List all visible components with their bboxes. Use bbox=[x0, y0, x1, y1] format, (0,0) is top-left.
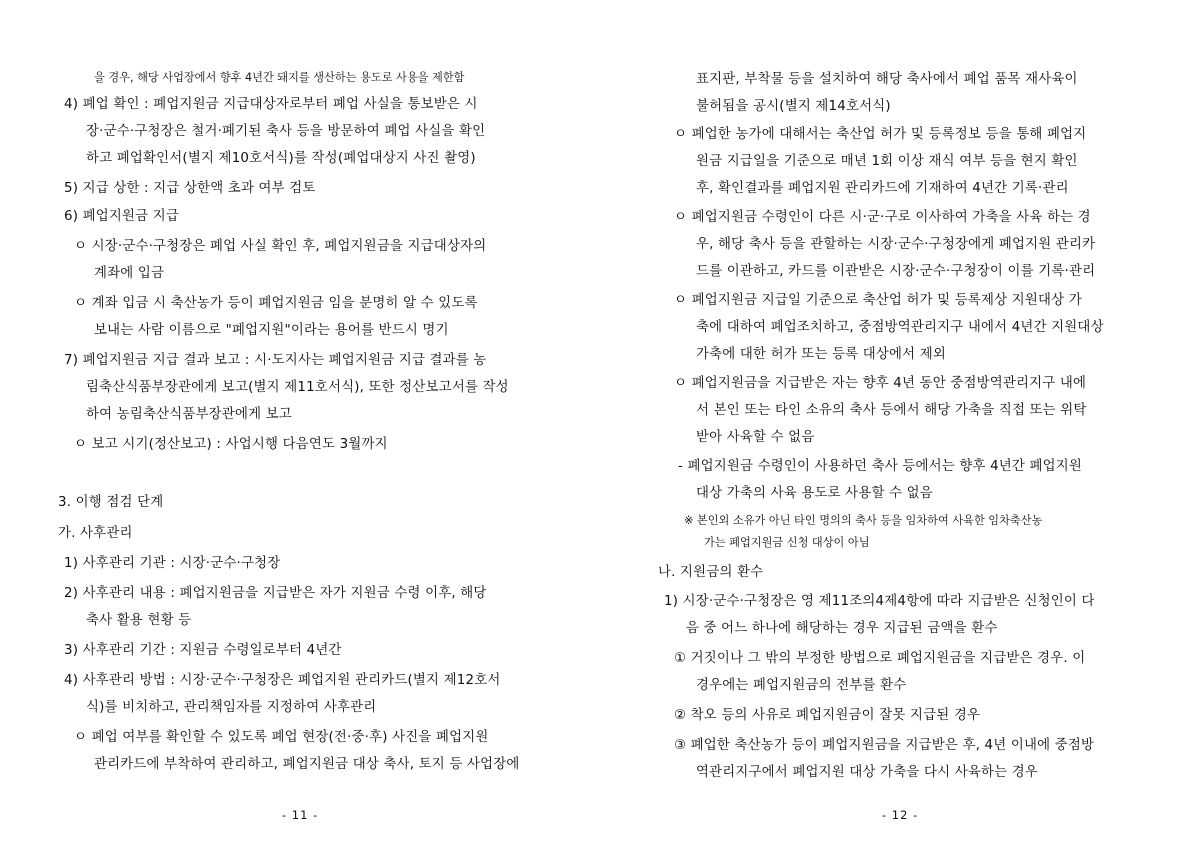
bullet-line: ㅇ 폐업지원금 수령인이 다른 시·군·구로 이사하여 가축을 사육 하는 경 bbox=[674, 210, 1091, 225]
text-line: 축에 대하여 폐업조치하고, 중점방역관리지구 내에서 4년간 지원대상 bbox=[696, 320, 1104, 335]
text-line: 받아 사육할 수 없음 bbox=[696, 430, 815, 445]
note-line: ※ 본인외 소유가 아닌 타인 명의의 축사 등을 임차하여 사육한 임차축산농 bbox=[684, 514, 1043, 527]
bullet-line: ㅇ 보고 시기(정산보고) : 사업시행 다음연도 3월까지 bbox=[74, 437, 388, 452]
text-line: 하고 폐업확인서(별지 제10호서식)를 작성(폐업대상지 사진 촬영) bbox=[86, 151, 476, 166]
item-4-heading: 4) 사후관리 방법 : 시장·군수·구청장은 폐업지원 관리카드(별지 제12호서 bbox=[64, 673, 501, 688]
text-line: 후, 확인결과를 폐업지원 관리카드에 기재하여 4년간 기록·관리 bbox=[696, 181, 1069, 196]
text-line: 대상 가축의 사육 용도로 사용할 수 없음 bbox=[696, 486, 933, 501]
text-line: 서 본인 또는 타인 소유의 축사 등에서 해당 가축을 직접 또는 위탁 bbox=[696, 403, 1087, 418]
subsection-ga-heading: 가. 사후관리 bbox=[58, 526, 133, 541]
text-line: 역관리지구에서 폐업지원 대상 가축을 다시 사육하는 경우 bbox=[696, 765, 1038, 780]
bullet-line: ㅇ 폐업 여부를 확인할 수 있도록 폐업 현장(전·중·후) 사진을 폐업지원 bbox=[74, 730, 489, 745]
text-line: 우, 해당 축사 등을 관할하는 시장·군수·구청장에게 폐업지원 관리카 bbox=[696, 237, 1096, 252]
circled-item-3: ③ 폐업한 축산농가 등이 폐업지원금을 지급받은 후, 4년 이내에 중점방 bbox=[674, 738, 1095, 753]
item-3-heading: 3) 사후관리 기간 : 지원금 수령일로부터 4년간 bbox=[64, 643, 342, 658]
subsection-na-heading: 나. 지원금의 환수 bbox=[658, 565, 764, 580]
text-line: 축사 활용 현황 등 bbox=[86, 613, 192, 628]
text-line: 표지판, 부착물 등을 설치하여 해당 축사에서 폐업 품목 재사육이 bbox=[696, 72, 1078, 87]
text-line: 계좌에 입금 bbox=[94, 266, 165, 281]
text-line: 하여 농림축산식품부장관에게 보고 bbox=[86, 407, 292, 422]
section-3-heading: 3. 이행 점검 단계 bbox=[58, 495, 164, 510]
text-line: 림축산식품부장관에게 보고(별지 제11호서식), 또한 정산보고서를 작성 bbox=[86, 380, 509, 395]
bullet-line: ㅇ 시장·군수·구청장은 폐업 사실 확인 후, 폐업지원금을 지급대상자의 bbox=[74, 239, 487, 254]
dash-line: - 폐업지원금 수령인이 사용하던 축사 등에서는 향후 4년간 폐업지원 bbox=[678, 459, 1083, 474]
note-line: 가는 폐업지원금 신청 대상이 아님 bbox=[704, 536, 870, 549]
text-line: 장·군수·구청장은 철거·폐기된 축사 등을 방문하여 폐업 사실을 확인 bbox=[86, 124, 486, 139]
item-1-heading: 1) 시장·군수·구청장은 영 제11조의4제4항에 따라 지급받은 신청인이 다 bbox=[664, 594, 1095, 609]
circled-item-2: ② 착오 등의 사유로 폐업지원금이 잘못 지급된 경우 bbox=[674, 708, 981, 723]
text-line: 드를 이관하고, 카드를 이관받은 시장·군수·구청장이 이를 기록·관리 bbox=[696, 264, 1096, 279]
text-line: 경우에는 폐업지원금의 전부를 환수 bbox=[696, 678, 907, 693]
bullet-line: ㅇ 폐업지원금 지급일 기준으로 축산업 허가 및 등록제상 지원대상 가 bbox=[674, 293, 1082, 308]
text-line: 보내는 사람 이름으로 "폐업지원"이라는 용어를 반드시 명기 bbox=[94, 323, 449, 338]
item-1-heading: 1) 사후관리 기관 : 시장·군수·구청장 bbox=[64, 556, 281, 571]
item-5-heading: 5) 지급 상한 : 지급 상한액 초과 여부 검토 bbox=[64, 181, 316, 196]
page-12 bbox=[600, 0, 1200, 848]
text-line: 불허됨을 공시(별지 제14호서식) bbox=[696, 99, 891, 114]
text-line: 가축에 대한 허가 또는 등록 대상에서 제외 bbox=[696, 347, 947, 362]
text-line: 관리카드에 부착하여 관리하고, 폐업지원금 대상 축사, 토지 등 사업장에 bbox=[94, 757, 520, 772]
page-number: - 11 - bbox=[282, 808, 319, 822]
text-line: 을 경우, 해당 사업장에서 향후 4년간 돼지를 생산하는 용도로 사용을 제한함 bbox=[94, 71, 465, 84]
item-6-heading: 6) 폐업지원금 지급 bbox=[64, 209, 180, 224]
item-4-heading: 4) 폐업 확인 : 폐업지원금 지급대상자로부터 폐업 사실을 통보받은 시 bbox=[64, 97, 478, 112]
bullet-line: ㅇ 폐업지원금을 지급받은 자는 향후 4년 동안 중점방역관리지구 내에 bbox=[674, 376, 1087, 391]
text-line: 원금 지급일을 기준으로 매년 1회 이상 재식 여부 등을 현지 확인 bbox=[696, 154, 1078, 169]
page-number: - 12 - bbox=[882, 808, 919, 822]
text-line: 음 중 어느 하나에 해당하는 경우 지급된 금액을 환수 bbox=[686, 621, 998, 636]
circled-item-1: ① 거짓이나 그 밖의 부정한 방법으로 폐업지원금을 지급받은 경우. 이 bbox=[674, 651, 1086, 666]
text-line: 식)를 비치하고, 관리책임자를 지정하여 사후관리 bbox=[86, 700, 377, 715]
item-2-heading: 2) 사후관리 내용 : 폐업지원금을 지급받은 자가 지원금 수령 이후, 해당 bbox=[64, 586, 487, 601]
item-7-heading: 7) 폐업지원금 지급 결과 보고 : 시·도지사는 폐업지원금 지급 결과를 농 bbox=[64, 353, 487, 368]
bullet-line: ㅇ 계좌 입금 시 축산농가 등이 폐업지원금 임을 분명히 알 수 있도록 bbox=[74, 296, 478, 311]
bullet-line: ㅇ 폐업한 농가에 대해서는 축산업 허가 및 등록정보 등을 통해 폐업지 bbox=[674, 127, 1087, 142]
